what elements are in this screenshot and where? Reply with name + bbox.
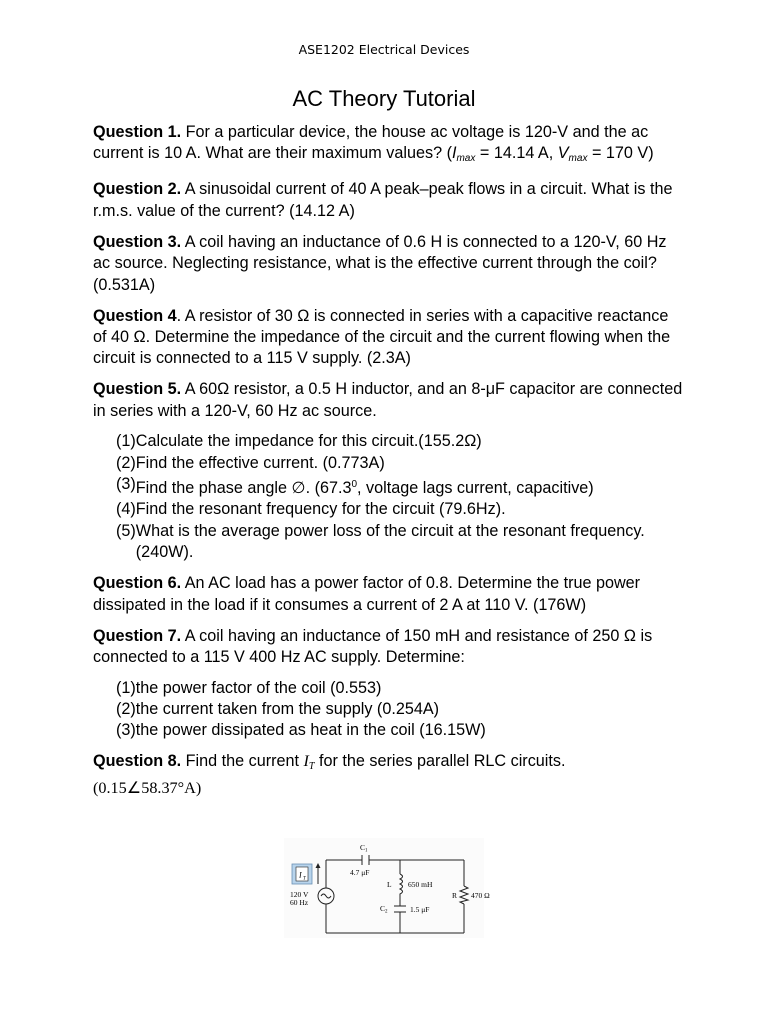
question-7-label: Question 7. (93, 626, 182, 645)
list-item: (1) the power factor of the coil (0.553) (116, 678, 382, 697)
source-voltage: 120 V (290, 890, 309, 899)
it-label-subscript: T (303, 876, 306, 882)
question-6 (93, 573, 683, 616)
vmax-value: = 170 V) (587, 144, 654, 163)
resistor-label: R (452, 891, 458, 900)
question-8-answer: (0.15∠58.37°A) (93, 778, 202, 797)
list-item: (3) the power dissipated as heat in the coil (16.15W) (116, 721, 486, 740)
imax-subscript: max (456, 153, 476, 165)
list-item: (5) What is the average power loss of the circuit at the resonant frequency. (240W). (116, 521, 645, 562)
question-6-text: An AC load has a power factor of 0.8. Determine the true power dissipated in the load if it consumes a current of 2 A at 110 V. (176W) (93, 574, 641, 614)
inductor-label: L (387, 880, 392, 889)
question-2 (93, 179, 683, 222)
question-5-text: A 60Ω resistor, a 0.5 H inductor, and an 8-μF capacitor are connected in series with a 120-V, 60 Hz ac source. (93, 380, 683, 420)
question-1-label: Question 1. (93, 123, 182, 141)
list-item: (3) Find the phase angle ∅. (67.3$^0$, voltage lags current, capacitive) (116, 475, 594, 498)
list-item: (1) Calculate the impedance for this circuit.(155.2Ω) (116, 432, 482, 451)
question-8: Question 8. Find the current $I_T$ for the series parallel RLC circuits. (0.15∠58.37°A) (93, 752, 566, 797)
question-5 (93, 379, 683, 422)
c2-label: C (380, 904, 386, 913)
list-item: (2) the current taken from the supply (0.254A) (116, 699, 440, 718)
c1-value: 4.7 μF (350, 868, 370, 877)
rlc-circuit-diagram (284, 838, 490, 938)
c2-value: 1.5 μF (410, 905, 430, 914)
question-2-text: A sinusoidal current of 40 A peak–peak flows in a circuit. What is the r.m.s. value of the current? (14.12 A) (93, 180, 673, 220)
resistor-value: 470 Ω (471, 891, 490, 900)
question-7-list (93, 678, 683, 742)
c1-label: C (360, 843, 366, 852)
imax-value: = 14.14 A, (475, 144, 558, 163)
question-3-label: Question 3. (93, 232, 182, 251)
it-symbol: I (303, 752, 309, 771)
question-7 (93, 626, 683, 669)
document-title: AC Theory Tutorial (292, 86, 476, 111)
question-5-list (93, 431, 683, 563)
list-item: (2) Find the effective current. (0.773A) (116, 453, 385, 472)
imax-symbol: I (451, 144, 457, 163)
question-5-label: Question 5. (93, 380, 182, 399)
question-3-text: A coil having an inductance of 0.6 H is connected to a 120-V, 60 Hz ac source. Neglecting resistance, what is the effective current through the coil? (0.531A) (93, 232, 667, 294)
question-4-label: Question 4 (93, 306, 177, 325)
tutorial-content (93, 122, 683, 809)
vmax-symbol: V (557, 144, 569, 163)
question-6-label: Question 6. (93, 574, 182, 593)
it-label: I (299, 870, 302, 880)
question-2-label: Question 2. (93, 180, 182, 199)
inductor-value: 650 mH (408, 880, 433, 889)
c1-subscript: 1 (365, 848, 368, 854)
question-4-text: . A resistor of 30 Ω is connected in series with a capacitive reactance of 40 Ω. Determine the impedance of the circuit and the current flowing when the circuit is connected to a 115 V supply. (2.3A) (93, 306, 671, 368)
question-8-label: Question 8. (93, 752, 182, 771)
question-1 (93, 122, 683, 170)
question-3 (93, 232, 683, 296)
c2-subscript: 2 (385, 909, 388, 915)
source-frequency: 60 Hz (290, 898, 309, 907)
it-subscript: T (308, 761, 315, 773)
question-1-text: For a particular device, the house ac voltage is 120-V and the ac current is 10 A. What are their maximum values? ( (93, 123, 649, 163)
question-7-text: A coil having an inductance of 150 mH and resistance of 250 Ω is connected to a 115 V 400 Hz AC supply. Determine: (93, 626, 653, 667)
list-item: (4) Find the resonant frequency for the circuit (79.6Hz). (116, 500, 506, 519)
document-header: ASE1202 Electrical Devices (298, 42, 470, 57)
question-8-text: Find the current (181, 752, 304, 771)
question-4 (93, 306, 683, 370)
vmax-subscript: max (568, 153, 588, 165)
